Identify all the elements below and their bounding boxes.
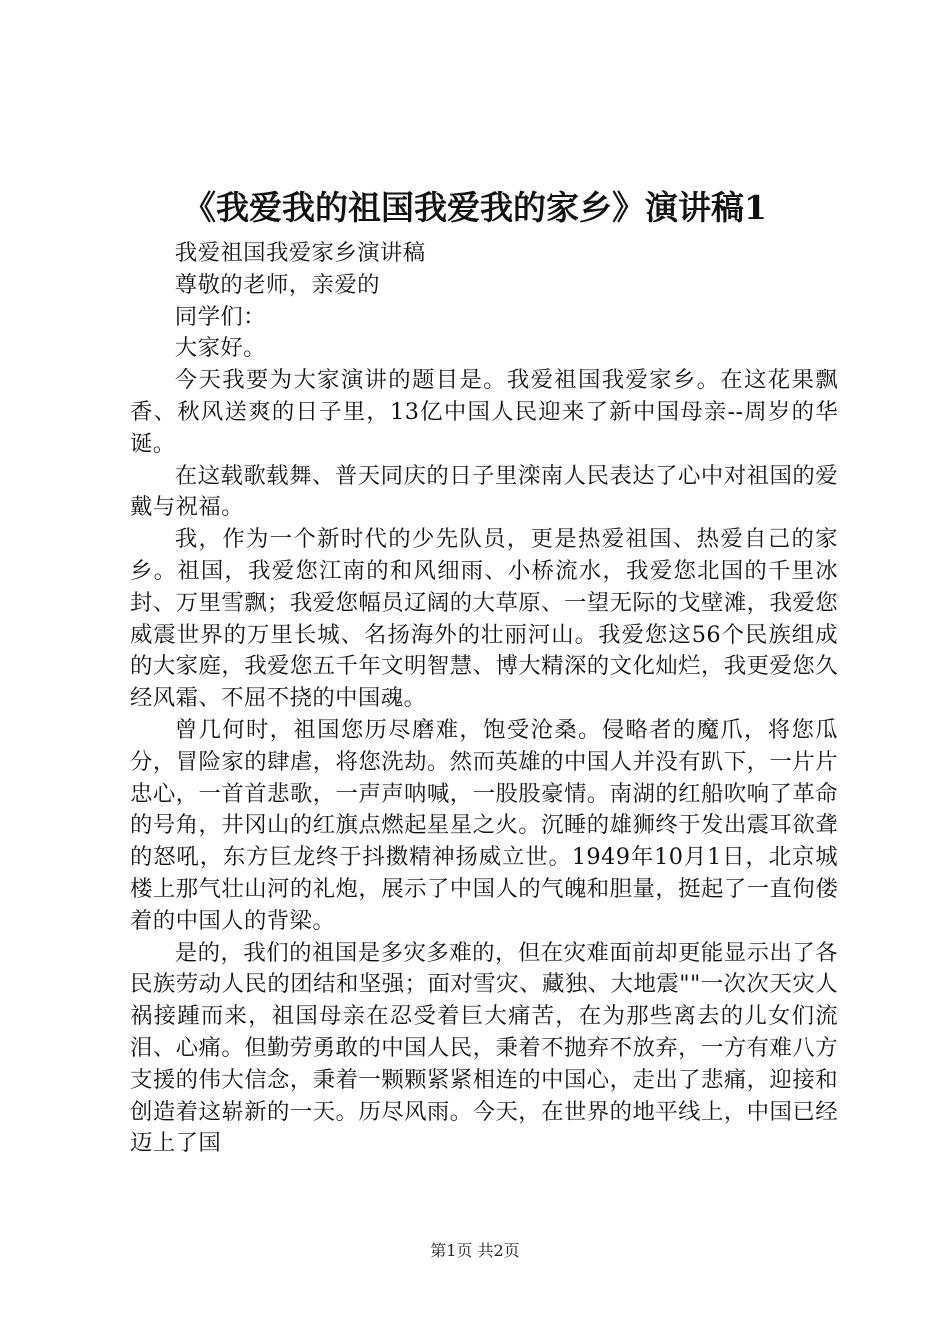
paragraph-salutation: 尊敬的老师，亲爱的 bbox=[174, 271, 380, 298]
paragraph-heading: 我爱祖国我爱家乡演讲稿 bbox=[174, 240, 426, 266]
paragraph: 在这载歌载舞、普天同庆的日子里滦南人民表达了心中对祖国的爱戴与祝福。 bbox=[130, 462, 838, 521]
page-footer: 第1页 共2页 bbox=[430, 1241, 520, 1260]
paragraph: 今天我要为大家演讲的题目是。我爱祖国我爱家乡。在这花果飘香、秋风送爽的日子里，13亿中国人民迎来了新中国母亲--周岁的华诞。 bbox=[130, 367, 838, 457]
paragraph: 是的，我们的祖国是多灾多难的，但在灾难面前却更能显示出了各民族劳动人民的团结和坚强；面对雪灾、藏独、大地震""一次次天灾人祸接踵而来，祖国母亲在忍受着巨大痛苦，在为那些离去的儿女们流泪、心痛。但勤劳勇敢的中国人民，秉着不抛弃不放弃，一方有难八方支援的伟大信念，秉着一颗颗紧紧相连的中国心，走出了悲痛，迎接和创造着这崭新的一天。历尽风雨。今天，在世界的地平线上，中国已经迈上了国 bbox=[130, 939, 838, 1157]
paragraph-greeting: 大家好。 bbox=[174, 335, 266, 362]
document-title: 《我爱我的祖国我爱我的家乡》演讲稿1 bbox=[183, 188, 767, 227]
paragraph: 曾几何时，祖国您历尽磨难，饱受沧桑。侵略者的魔爪，将您瓜分，冒险家的肆虐，将您洗劫。然而英雄的中国人并没有趴下，一片片忠心，一首首悲歌，一声声呐喊，一股股豪情。南湖的红船吹响了革命的号角，井冈山的红旗点燃起星星之火。沉睡的雄狮终于发出震耳欲聋的怒吼，东方巨龙终于抖擞精神扬威立世。1949年10月1日，北京城楼上那气壮山河的礼炮，展示了中国人的气魄和胆量，挺起了一直佝偻着的中国人的背梁。 bbox=[130, 716, 838, 934]
document-body bbox=[130, 238, 838, 1160]
paragraph-salutation-cont: 同学们： bbox=[174, 303, 266, 330]
paragraph: 我，作为一个新时代的少先队员，更是热爱祖国、热爱自己的家乡。祖国，我爱您江南的和风细雨、小桥流水，我爱您北国的千里冰封、万里雪飘；我爱您幅员辽阔的大草原、一望无际的戈壁滩，我爱您威震世界的万里长城、名扬海外的壮丽河山。我爱您这56个民族组成的大家庭，我爱您五千年文明智慧、博大精深的文化灿烂，我更爱您久经风霜、不屈不挠的中国魂。 bbox=[130, 526, 838, 712]
